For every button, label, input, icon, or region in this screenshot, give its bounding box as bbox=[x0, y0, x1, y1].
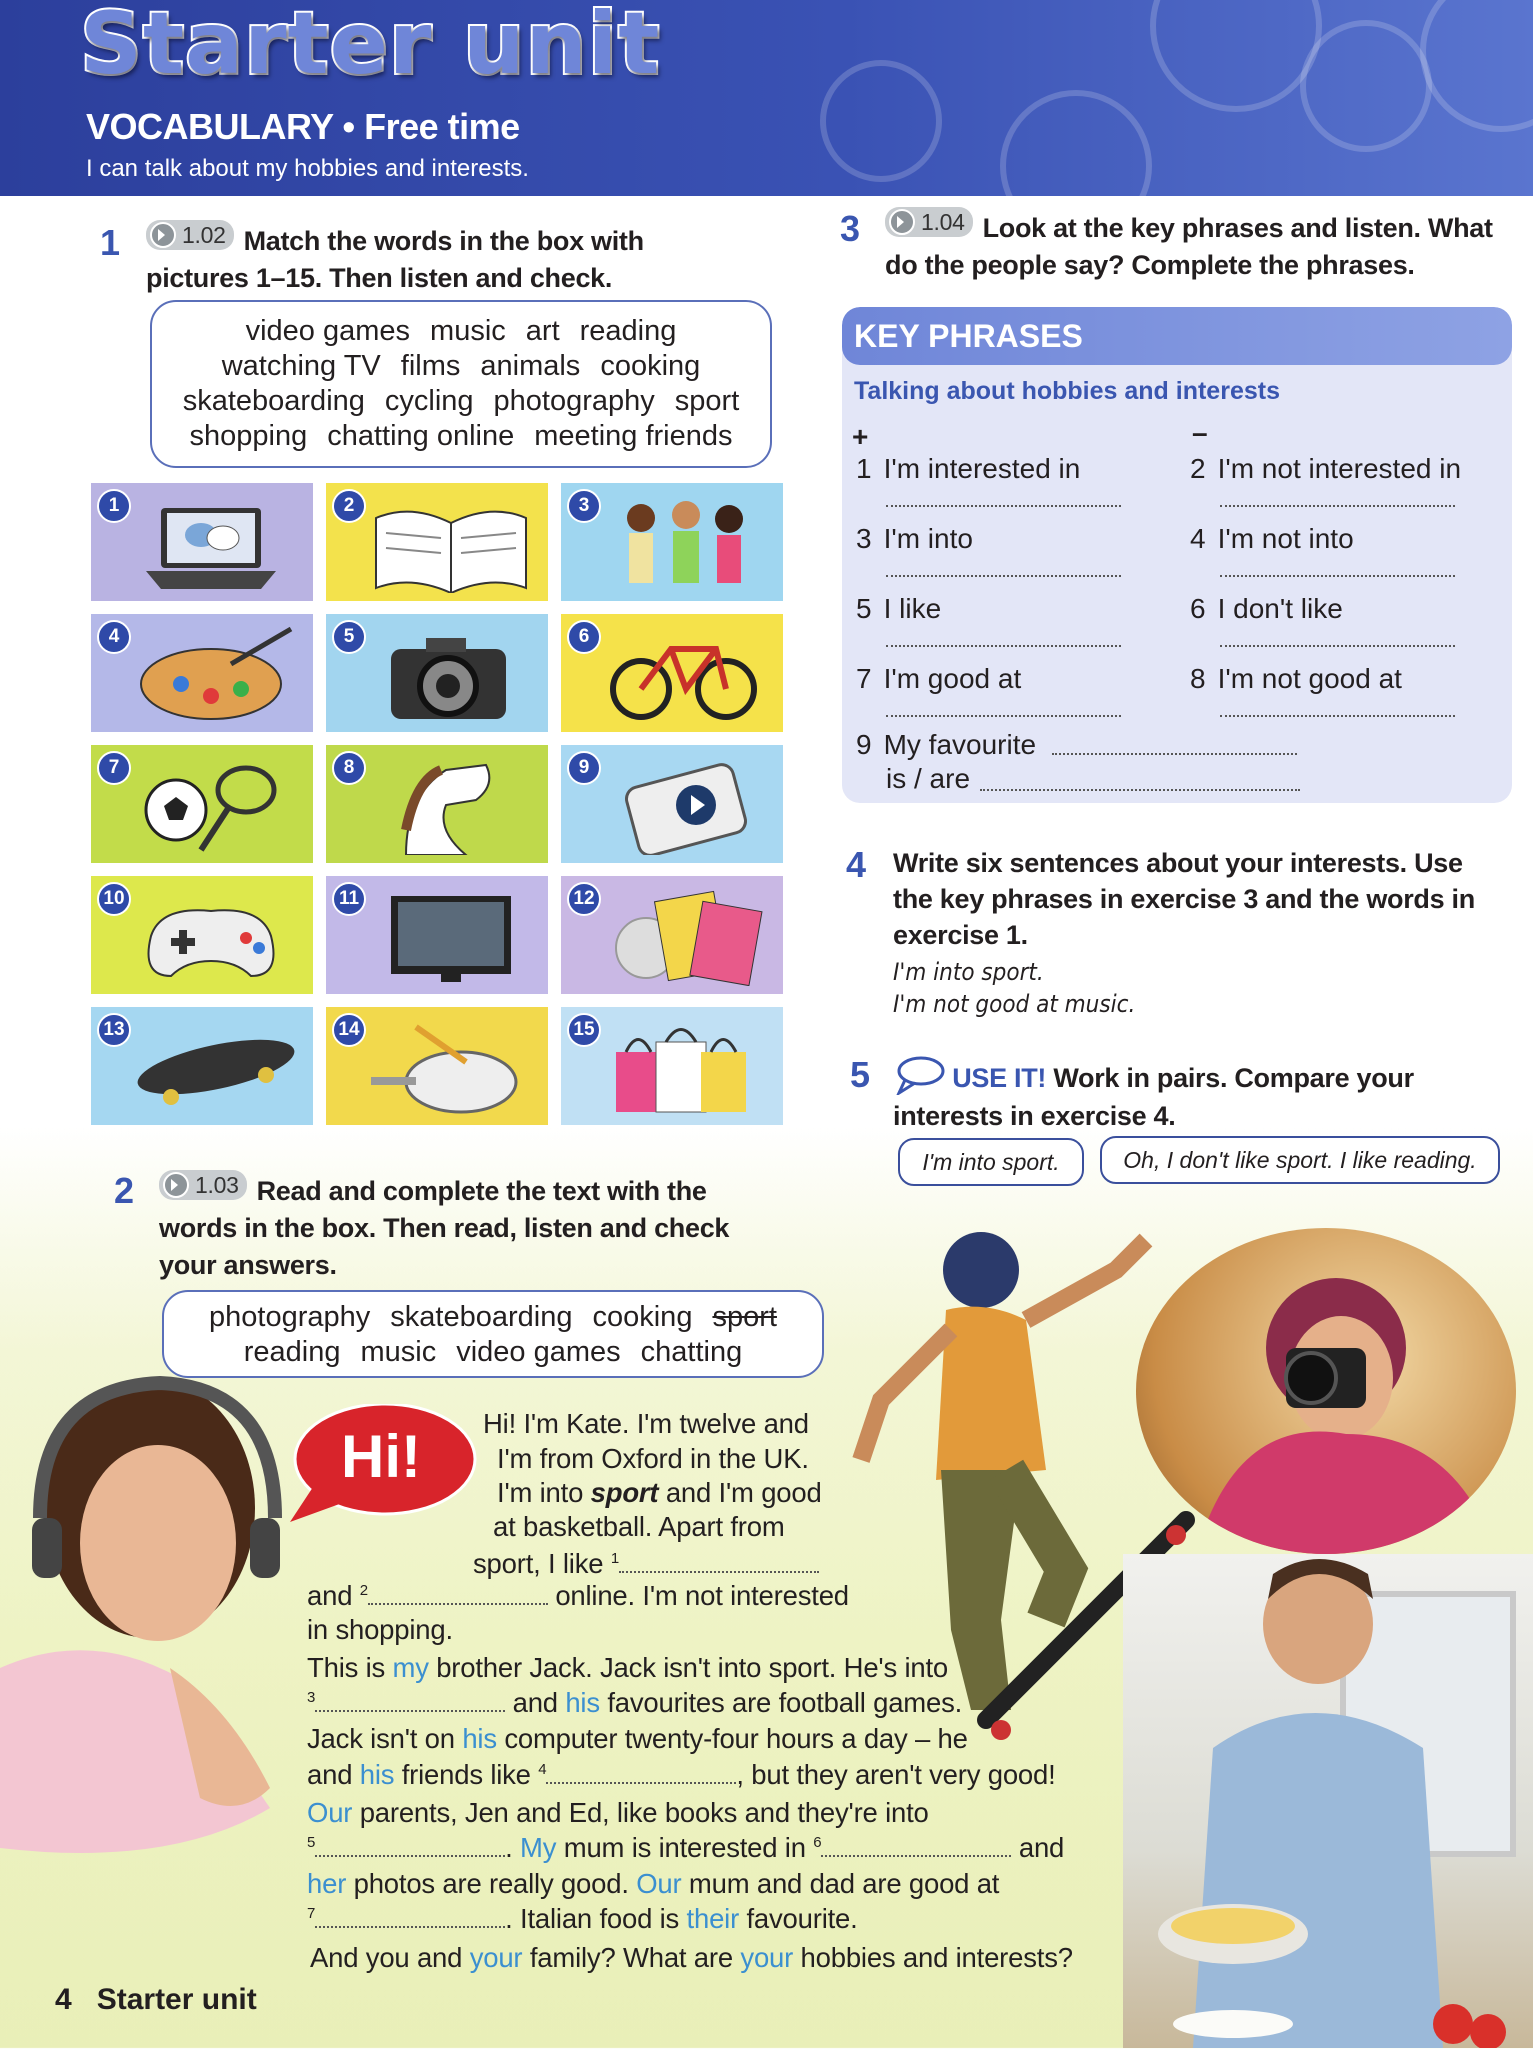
cooking-pot-icon bbox=[366, 1017, 536, 1117]
gap-number: 1 bbox=[610, 1549, 619, 1567]
word-box-item: chatting online bbox=[327, 420, 515, 452]
girl-with-headphones-photo bbox=[0, 1368, 300, 1878]
story-text: I'm from Oxford in the UK. bbox=[497, 1443, 809, 1474]
picture-10 bbox=[91, 876, 313, 994]
phrase-number: 8 bbox=[1190, 663, 1206, 694]
man-cooking-photo bbox=[1123, 1554, 1533, 2048]
ball-racket-icon bbox=[131, 755, 301, 855]
story-text: hobbies and interests? bbox=[793, 1942, 1073, 1973]
instruction-text: Read and complete the text with the bbox=[256, 1176, 707, 1206]
gap-number: 6 bbox=[813, 1833, 822, 1851]
picture-8 bbox=[326, 745, 548, 863]
instruction-text: Match the words in the box with bbox=[243, 226, 644, 256]
key-phrase-6 bbox=[1190, 593, 1343, 625]
phrase-number: 5 bbox=[856, 593, 872, 624]
speech-bubble-1: I'm into sport. bbox=[898, 1138, 1084, 1186]
story-text: , but they aren't very good! bbox=[736, 1759, 1056, 1790]
picture-13 bbox=[91, 1007, 313, 1125]
can-do-statement: I can talk about my hobbies and interests. bbox=[86, 155, 529, 182]
answer-blank[interactable] bbox=[886, 505, 1121, 507]
answer-gap[interactable] bbox=[821, 1854, 1011, 1857]
answer-gap[interactable] bbox=[368, 1602, 548, 1605]
word-box-item: films bbox=[400, 350, 461, 382]
answer-blank[interactable] bbox=[1220, 645, 1455, 647]
story-text: photos are really good. bbox=[346, 1868, 637, 1899]
possessive-adjective: your bbox=[740, 1942, 794, 1973]
gap-number: 5 bbox=[307, 1833, 316, 1851]
hi-speech-bubble bbox=[285, 1404, 477, 1522]
picture-15 bbox=[561, 1007, 783, 1125]
camera-icon bbox=[366, 624, 536, 724]
possessive-adjective: Our bbox=[636, 1868, 682, 1899]
word-box-item: reading bbox=[243, 1336, 341, 1368]
picture-number-badge: 12 bbox=[567, 882, 601, 916]
word-box-item: photography bbox=[493, 385, 655, 417]
phrase-number: 7 bbox=[856, 663, 872, 694]
story-text: And you and bbox=[310, 1942, 470, 1973]
phrase-number: 1 bbox=[856, 453, 872, 484]
speaker-icon bbox=[150, 222, 176, 248]
word-box-item: music bbox=[430, 315, 506, 347]
possessive-adjective: their bbox=[686, 1903, 740, 1934]
instruction-text: your answers. bbox=[159, 1250, 337, 1280]
bicycle-icon bbox=[601, 624, 771, 724]
picture-number-badge: 10 bbox=[97, 882, 131, 916]
speaker-icon bbox=[163, 1172, 189, 1198]
speech-bubble-2: Oh, I don't like sport. I like reading. bbox=[1100, 1136, 1500, 1184]
phrase-text: My favourite bbox=[883, 729, 1037, 760]
exercise-2-number: 2 bbox=[114, 1170, 135, 1211]
minus-column-label: – bbox=[1192, 417, 1208, 448]
answer-gap[interactable] bbox=[546, 1781, 736, 1784]
audio-track-button[interactable] bbox=[159, 1170, 247, 1200]
answer-blank[interactable] bbox=[1052, 753, 1297, 755]
story-line bbox=[307, 1832, 1064, 1864]
picture-4 bbox=[91, 614, 313, 732]
picture-number-badge: 11 bbox=[332, 882, 366, 916]
word-box-item: skateboarding bbox=[182, 385, 365, 417]
word-box-exercise-1 bbox=[150, 300, 772, 468]
phrase-text: I don't like bbox=[1217, 593, 1343, 624]
picture-number-badge: 15 bbox=[567, 1013, 601, 1047]
film-dvds-icon bbox=[601, 886, 771, 986]
exercise-5-instruction bbox=[893, 1055, 1513, 1135]
unit-title: Starter unit bbox=[80, 0, 661, 94]
story-line bbox=[307, 1797, 929, 1829]
word-box-item: shopping bbox=[189, 420, 308, 452]
speaker-icon bbox=[889, 209, 915, 235]
picture-14 bbox=[326, 1007, 548, 1125]
word-box-item: skateboarding bbox=[390, 1301, 573, 1333]
exercise-1-number: 1 bbox=[100, 222, 121, 263]
exercise-5-number: 5 bbox=[850, 1054, 871, 1095]
picture-6 bbox=[561, 614, 783, 732]
key-phrases-box bbox=[842, 307, 1512, 803]
picture-grid bbox=[91, 483, 783, 1125]
possessive-adjective: my bbox=[392, 1652, 429, 1683]
example-answer: sport bbox=[590, 1477, 659, 1508]
exercise-1-instruction bbox=[146, 220, 786, 297]
gap-number: 2 bbox=[359, 1581, 368, 1599]
horse-icon bbox=[366, 755, 536, 855]
story-line bbox=[307, 1580, 849, 1612]
exercise-4-number: 4 bbox=[846, 844, 867, 885]
picture-9 bbox=[561, 745, 783, 863]
story-text: mum is interested in bbox=[556, 1832, 814, 1863]
story-line bbox=[310, 1942, 1073, 1974]
picture-number-badge: 7 bbox=[97, 751, 131, 785]
story-text: . bbox=[505, 1832, 521, 1863]
possessive-adjective: her bbox=[307, 1868, 347, 1899]
story-text: Jack isn't on bbox=[307, 1723, 463, 1754]
story-line bbox=[497, 1443, 809, 1475]
phrase-text: I like bbox=[883, 593, 942, 624]
word-box-item: chatting bbox=[640, 1336, 743, 1368]
picture-number-badge: 14 bbox=[332, 1013, 366, 1047]
speech-bubble-icon bbox=[893, 1055, 945, 1095]
phrase-text: I'm not interested in bbox=[1217, 453, 1462, 484]
story-text: mum and dad are good at bbox=[681, 1868, 1000, 1899]
phrase-number: 6 bbox=[1190, 593, 1206, 624]
possessive-adjective: his bbox=[565, 1687, 600, 1718]
example-sentence: I'm not good at music. bbox=[893, 990, 1136, 1018]
word-box-item: sport bbox=[674, 385, 740, 417]
possessive-adjective: his bbox=[462, 1723, 497, 1754]
story-text: at basketball. Apart from bbox=[493, 1511, 785, 1542]
story-line bbox=[473, 1548, 819, 1580]
page-footer bbox=[55, 1983, 257, 2017]
word-box-exercise-2 bbox=[162, 1290, 824, 1378]
instruction-text: Write six sentences about your interests. Use bbox=[893, 848, 1463, 878]
word-box-item: video games bbox=[456, 1336, 621, 1368]
story-text: parents, Jen and Ed, like books and they're into bbox=[352, 1797, 929, 1828]
picture-number-badge: 3 bbox=[567, 489, 601, 523]
story-text: I'm into bbox=[497, 1477, 591, 1508]
word-box-item: art bbox=[525, 315, 560, 347]
story-text: favourite. bbox=[739, 1903, 858, 1934]
story-text: and bbox=[1011, 1832, 1065, 1863]
key-phrase-5 bbox=[856, 593, 941, 625]
story-text: . Italian food is bbox=[505, 1903, 687, 1934]
story-text: brother Jack. Jack isn't into sport. He's into bbox=[428, 1652, 949, 1683]
possessive-adjective: his bbox=[359, 1759, 395, 1790]
story-line bbox=[307, 1652, 948, 1684]
story-text: in shopping. bbox=[307, 1614, 453, 1645]
picture-5 bbox=[326, 614, 548, 732]
story-text: online. I'm not interested bbox=[547, 1580, 849, 1611]
story-line bbox=[307, 1759, 1056, 1791]
picture-number-badge: 6 bbox=[567, 620, 601, 654]
story-line bbox=[493, 1511, 785, 1543]
gap-number: 4 bbox=[538, 1760, 547, 1778]
possessive-adjective: Our bbox=[307, 1797, 353, 1828]
instruction-text: pictures 1–15. Then listen and check. bbox=[146, 263, 613, 293]
word-box-item: photography bbox=[209, 1301, 371, 1333]
picture-number-badge: 1 bbox=[97, 489, 131, 523]
phrase-number: 3 bbox=[856, 523, 872, 554]
key-phrases-subtitle: Talking about hobbies and interests bbox=[854, 377, 1280, 405]
plus-column-label: + bbox=[852, 421, 869, 452]
woman-with-camera-photo bbox=[1136, 1228, 1516, 1554]
instruction-text: the key phrases in exercise 3 and the words in bbox=[893, 884, 1475, 914]
answer-blank[interactable] bbox=[1220, 505, 1455, 507]
picture-3 bbox=[561, 483, 783, 601]
story-line bbox=[483, 1408, 809, 1440]
use-it-label: USE IT! bbox=[952, 1063, 1047, 1093]
story-line bbox=[497, 1477, 822, 1509]
word-box-item: music bbox=[360, 1336, 437, 1368]
story-text: Hi! I'm Kate. I'm twelve and bbox=[483, 1408, 809, 1439]
instruction-text: words in the box. Then read, listen and check bbox=[159, 1213, 730, 1243]
instruction-text: Work in pairs. Compare your bbox=[1053, 1063, 1414, 1093]
hi-text: Hi! bbox=[341, 1423, 421, 1490]
word-box-item: cycling bbox=[384, 385, 474, 417]
word-box-item: watching TV bbox=[221, 350, 381, 382]
picture-7 bbox=[91, 745, 313, 863]
story-text: and bbox=[307, 1759, 360, 1790]
picture-number-badge: 13 bbox=[97, 1013, 131, 1047]
story-text: This is bbox=[307, 1652, 393, 1683]
answer-blank[interactable] bbox=[886, 715, 1121, 717]
audio-track-number: 1.02 bbox=[182, 221, 226, 248]
answer-blank[interactable] bbox=[980, 789, 1300, 791]
word-box-item: video games bbox=[245, 315, 411, 347]
exercise-2-instruction bbox=[159, 1170, 799, 1284]
shopping-bags-icon bbox=[601, 1017, 771, 1117]
story-text: friends like bbox=[394, 1759, 539, 1790]
answer-blank[interactable] bbox=[886, 645, 1121, 647]
answer-blank[interactable] bbox=[1220, 575, 1455, 577]
story-text: and bbox=[307, 1580, 360, 1611]
picture-number-badge: 4 bbox=[97, 620, 131, 654]
footer-unit-label: Starter unit bbox=[96, 1983, 257, 2016]
word-box-item: animals bbox=[480, 350, 581, 382]
laptop-chat-icon bbox=[131, 493, 301, 593]
word-box-item: meeting friends bbox=[534, 420, 733, 452]
story-text: favourites are football games. bbox=[599, 1687, 963, 1718]
music-player-icon bbox=[601, 755, 771, 855]
audio-track-number: 1.03 bbox=[195, 1171, 239, 1198]
story-line bbox=[307, 1687, 962, 1719]
phrase-number: 4 bbox=[1190, 523, 1206, 554]
instruction-text: Look at the key phrases and listen. What bbox=[982, 213, 1493, 243]
story-line bbox=[307, 1868, 999, 1900]
word-box-item-crossed-out: sport bbox=[712, 1301, 777, 1333]
word-box-item: cooking bbox=[600, 350, 701, 382]
story-text: computer twenty-four hours a day – he bbox=[496, 1723, 968, 1754]
instruction-text: exercise 1. bbox=[893, 920, 1028, 950]
picture-12 bbox=[561, 876, 783, 994]
story-text: family? What are bbox=[522, 1942, 741, 1973]
picture-11 bbox=[326, 876, 548, 994]
word-box-item: cooking bbox=[592, 1301, 693, 1333]
answer-gap[interactable] bbox=[315, 1854, 505, 1857]
phrase-text: I'm good at bbox=[883, 663, 1022, 694]
story-line bbox=[307, 1614, 453, 1646]
game-controller-icon bbox=[131, 886, 301, 986]
phrase-text: I'm into bbox=[883, 523, 973, 554]
phrase-text: I'm not into bbox=[1217, 523, 1354, 554]
gap-number: 7 bbox=[307, 1904, 316, 1922]
picture-number-badge: 8 bbox=[332, 751, 366, 785]
picture-number-badge: 2 bbox=[332, 489, 366, 523]
audio-track-number: 1.04 bbox=[921, 208, 965, 235]
picture-number-badge: 5 bbox=[332, 620, 366, 654]
exercise-4-instruction bbox=[893, 845, 1513, 953]
phrase-number: 2 bbox=[1190, 453, 1206, 484]
key-phrase-7 bbox=[856, 663, 1021, 695]
audio-track-button[interactable] bbox=[146, 220, 234, 250]
key-phrases-title: KEY PHRASES bbox=[842, 307, 1512, 365]
audio-track-button[interactable] bbox=[885, 207, 973, 237]
friends-icon bbox=[601, 493, 771, 593]
phrase-number: 9 bbox=[856, 729, 872, 760]
story-line bbox=[307, 1903, 858, 1935]
example-sentence: I'm into sport. bbox=[893, 958, 1044, 986]
story-text: and bbox=[505, 1687, 566, 1718]
answer-blank[interactable] bbox=[886, 575, 1121, 577]
exercise-3-number: 3 bbox=[840, 208, 861, 249]
story-text: and I'm good bbox=[658, 1477, 822, 1508]
phrase-text: I'm interested in bbox=[883, 453, 1081, 484]
skateboard-icon bbox=[131, 1017, 301, 1117]
key-phrase-9-continuation: is / are bbox=[886, 763, 971, 794]
key-phrase-1 bbox=[856, 453, 1080, 485]
key-phrase-2 bbox=[1190, 453, 1461, 485]
page-number: 4 bbox=[55, 1983, 72, 2016]
key-phrase-9 bbox=[856, 729, 1036, 761]
story-text: sport, I like bbox=[473, 1548, 611, 1579]
possessive-adjective: your bbox=[469, 1942, 523, 1973]
open-book-icon bbox=[366, 493, 536, 593]
picture-number-badge: 9 bbox=[567, 751, 601, 785]
answer-blank[interactable] bbox=[1220, 715, 1455, 717]
key-phrase-4 bbox=[1190, 523, 1354, 555]
picture-1 bbox=[91, 483, 313, 601]
instruction-text: interests in exercise 4. bbox=[893, 1101, 1176, 1131]
instruction-text: do the people say? Complete the phrases. bbox=[885, 250, 1415, 280]
key-phrase-3 bbox=[856, 523, 973, 555]
television-icon bbox=[366, 886, 536, 986]
paint-palette-icon bbox=[131, 624, 301, 724]
exercise-3-instruction bbox=[885, 207, 1525, 284]
key-phrase-8 bbox=[1190, 663, 1402, 695]
story-line bbox=[307, 1723, 968, 1755]
answer-gap[interactable] bbox=[619, 1570, 819, 1573]
picture-2 bbox=[326, 483, 548, 601]
answer-gap[interactable] bbox=[315, 1709, 505, 1712]
possessive-adjective: My bbox=[520, 1832, 557, 1863]
answer-gap[interactable] bbox=[315, 1925, 505, 1928]
word-box-item: reading bbox=[579, 315, 677, 347]
phrase-text: I'm not good at bbox=[1217, 663, 1402, 694]
section-title: VOCABULARY • Free time bbox=[86, 106, 520, 147]
gap-number: 3 bbox=[307, 1688, 316, 1706]
